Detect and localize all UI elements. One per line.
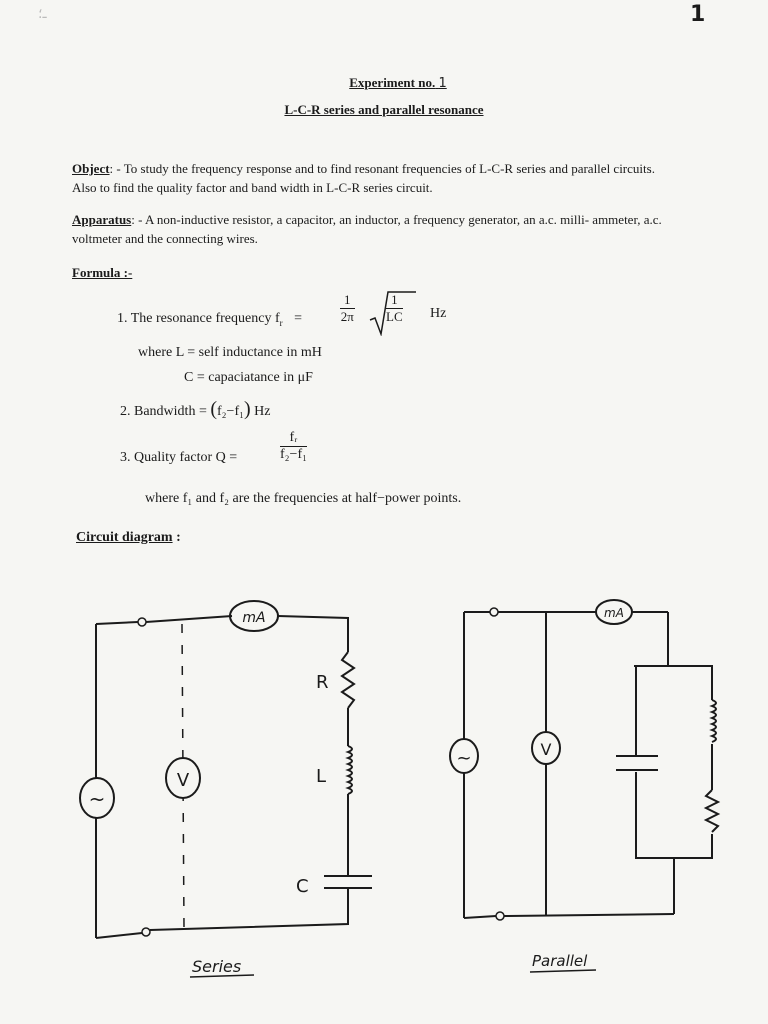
object-paragraph — [72, 159, 672, 197]
where-capacitance: C = capaciatance in μF — [184, 370, 313, 385]
parallel-bottom-wire-left — [464, 916, 496, 918]
formula-resonance-text: 1. The resonance frequency f — [117, 311, 280, 326]
fraction-one-over-2pi — [340, 292, 355, 325]
page-number: 1 — [690, 2, 706, 27]
series-bottom-wire-left — [96, 933, 142, 938]
fraction-one-over-lc — [386, 292, 403, 325]
series-top-wire-right — [278, 616, 348, 652]
experiment-label: Experiment no. — [349, 75, 436, 90]
circuit-diagrams — [0, 580, 768, 1024]
parallel-ammeter-label: mA — [604, 606, 624, 620]
parallel-bottom-terminal — [496, 912, 504, 920]
series-bottom-terminal — [142, 928, 150, 936]
series-top-terminal — [138, 618, 146, 626]
apparatus-text: : - A non-inductive resistor, a capacitor, an inductor, a frequency generator, an a.c. milli- ammeter, a.c. voltmeter and the connecting wires. — [72, 212, 662, 246]
parallel-caption: Parallel — [532, 952, 588, 970]
series-caption: Series — [192, 957, 242, 976]
parallel-bottom-wire-right — [504, 914, 674, 916]
formula-bandwidth: 2. Bandwidth = (f₂−f₁) Hz — [120, 398, 271, 420]
parallel-caption-underline — [530, 970, 596, 972]
series-resistor-icon — [342, 652, 354, 708]
root-numerator: 1 — [386, 292, 403, 309]
fraction-numerator: 1 — [340, 292, 355, 309]
series-circuit — [80, 601, 372, 977]
series-top-wire-left — [96, 622, 138, 624]
formula-bandwidth-text: 2. Bandwidth = — [120, 404, 207, 419]
circuit-heading — [76, 530, 181, 546]
quality-numerator: fᵣ — [280, 430, 307, 447]
corner-mark: ـ؛ — [38, 7, 47, 22]
circuit-heading-text: Circuit diagram — [76, 530, 173, 545]
formula-resonance-sub: r — [279, 317, 283, 328]
parallel-circuit — [450, 600, 722, 972]
parallel-top-terminal — [490, 608, 498, 616]
fraction-denominator: 2π — [340, 309, 354, 324]
fraction-quality — [280, 430, 307, 463]
series-source-label: ~ — [88, 787, 106, 811]
series-top-wire-mid — [146, 616, 232, 622]
formula-heading: Formula :- — [72, 265, 133, 280]
series-resistor-label: R — [316, 672, 329, 693]
apparatus-paragraph — [72, 210, 672, 248]
object-text: : - To study the frequency response and to find resonant frequencies of L-C-R series and parallel circuits. Also to find the quality factor and band width in L-C-R series circuit. — [72, 161, 655, 195]
experiment-subtitle: L-C-R series and parallel resonance — [284, 102, 484, 117]
formula-resonance — [117, 311, 302, 328]
where-inductance: where L = self inductance in mH — [138, 345, 322, 360]
apparatus-label: Apparatus — [72, 212, 132, 227]
quality-denominator: f₂−f₁ — [280, 447, 307, 462]
root-denominator: LC — [386, 309, 403, 324]
series-capacitor-label: C — [296, 876, 309, 897]
formula-bandwidth-unit: Hz — [254, 404, 271, 419]
where-half-power: where f₁ and f₂ are the frequencies at half−power points. — [145, 491, 462, 506]
object-label: Object — [72, 161, 110, 176]
formula-resonance-unit: Hz — [430, 306, 447, 321]
experiment-title — [14, 75, 768, 91]
parallel-voltmeter-label: V — [540, 740, 552, 759]
series-voltmeter-label: V — [176, 770, 190, 791]
formula-resonance-eq: = — [294, 311, 303, 326]
parallel-source-label: ~ — [456, 748, 472, 769]
series-inductor-icon — [348, 746, 352, 794]
circuit-heading-colon: : — [176, 530, 181, 545]
series-ammeter-label: mA — [242, 610, 266, 626]
experiment-number: 1 — [438, 76, 447, 91]
series-inductor-label: L — [316, 766, 327, 787]
series-bottom-wire-right — [150, 888, 348, 930]
formula-quality-factor: 3. Quality factor Q = — [120, 450, 238, 465]
formula-bandwidth-expr: f₂−f₁ — [217, 404, 244, 419]
